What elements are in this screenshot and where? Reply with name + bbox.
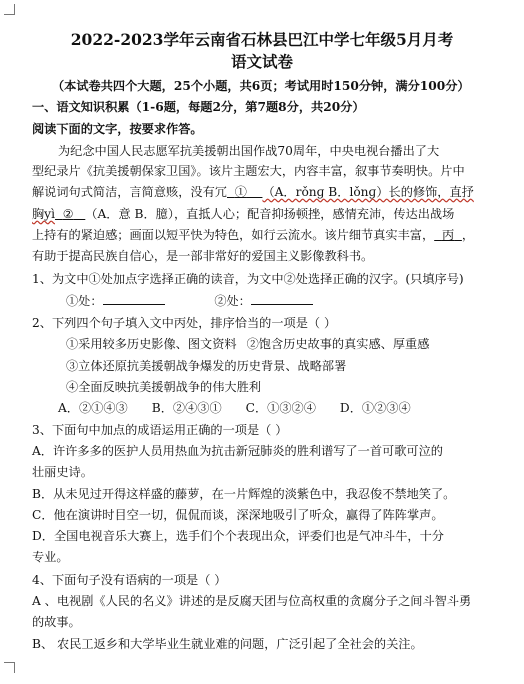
section-heading: 一、语文知识积累（1-6题，每题2分，第7题8分，共20分） [32, 100, 365, 114]
question-4-stem: 4、下面句子没有语病的一项是（ ） [32, 573, 227, 587]
option-b[interactable]: B．②④③① [151, 401, 222, 415]
passage-line-2: 型纪录片《抗美援朝保家卫国》。该片主题宏大，内容丰富，叙事节奏明快。片中 [32, 164, 465, 178]
answer-1-label: ①处： [66, 294, 103, 308]
question-2-stem: 2、下列四个句子填入文中丙处，排序恰当的一项是（ ） [32, 316, 337, 330]
answer-1-field[interactable] [103, 292, 165, 305]
question-4-option-a: A 、电视剧《人民的名义》讲述的是反腐天团与位高权重的贪腐分子之间斗智斗勇 [32, 594, 472, 608]
blank-2: ② [62, 207, 74, 221]
blank-1: ① [234, 185, 247, 199]
passage-line-5: 上持有的紧迫感；画面以短平快为特色，如行云流水。该片细节真实丰富， 丙 ， [32, 228, 475, 242]
exam-notes: （本试卷共四个大题，25个小题，共6页；考试用时150分钟，满分100分） [52, 79, 470, 93]
passage-line-4-start: 胸yì [32, 207, 55, 221]
crop-mark-bottom-left [4, 662, 15, 673]
passage-line-3 [32, 184, 474, 200]
question-4-option-a-cont: 的故事。 [32, 615, 81, 629]
answer-2-label: ②处： [214, 294, 251, 308]
blank-3: 丙 [441, 228, 455, 242]
option-a[interactable]: A．②①④③ [58, 401, 128, 415]
reading-instruction: 阅读下面的文字，按要求作答。 [32, 122, 203, 136]
question-3-option-a-cont: 壮丽史诗。 [32, 465, 93, 479]
sentence-1: ①采用较多历史影像、图文资料 [66, 337, 237, 351]
option-d[interactable]: D．①②③④ [339, 401, 411, 415]
passage-line-6: 有助于提高民族自信心，是一部非常好的爱国主义影像教科书。 [32, 249, 374, 263]
question-3-option-a: A．许许多多的医护人员用热血为抗击新冠肺炎的胜利谱写了一首可歌可泣的 [32, 444, 443, 458]
exam-subtitle: 语文试卷 [230, 52, 293, 71]
passage-line-4 [32, 206, 454, 222]
exam-title: 2022-2023学年云南省石林县巴江中学七年级5月月考 [70, 30, 454, 49]
question-1-answers [66, 292, 313, 309]
option-c[interactable]: C．①③②④ [245, 401, 316, 415]
question-2-options [58, 400, 411, 416]
question-3-option-c: C．他在演讲时目空一切，侃侃而谈，深深地吸引了听众，赢得了阵阵掌声。 [32, 508, 444, 522]
passage-line-4-end: （A．意 B．臆），直抵人心；配音抑扬顿挫，感情充沛，传达出战场 [85, 207, 455, 221]
crop-mark-top-left [4, 4, 15, 15]
sentence-3: ③立体还原抗美援朝战争爆发的历史背景、战略部署 [66, 359, 347, 373]
question-3-stem: 3、下面句中加点的成语运用正确的一项是（ ） [32, 423, 288, 437]
passage-line-3-start: 解说词句式简洁，言简意赅，没有冗 [32, 185, 227, 199]
question-3-option-d-cont: 专业。 [32, 550, 69, 564]
passage-line-1: 为纪念中国人民志愿军抗美援朝出国作战70周年，中央电视台播出了大 [58, 144, 440, 158]
question-3-option-d: D．全国电视音乐大赛上，选手们个个表现出众，评委们也是气冲斗牛，十分 [32, 529, 444, 543]
question-3-option-b: B．从未见过开得这样盛的藤萝，在一片辉煌的淡紫色中，我忍俊不禁地笑了。 [32, 487, 456, 501]
question-4-option-b: B、 农民工返乡和大学毕业生就业难的问题，广泛引起了全社会的关注。 [32, 637, 423, 651]
question-2-sentences-row-1 [66, 336, 429, 352]
sentence-4: ④全面反映抗美援朝战争的伟大胜利 [66, 380, 261, 394]
passage-line-3-end: （A．rǒnɡ B．lǒnɡ）长的修饰，直抒 [262, 185, 474, 199]
sentence-2: ②饱含历史故事的真实感、厚重感 [246, 337, 430, 351]
question-1-stem: 1、为文中①处加点字选择正确的读音，为文中②处选择正确的汉字。(只填序号) [32, 272, 464, 286]
answer-2-field[interactable] [251, 292, 313, 305]
